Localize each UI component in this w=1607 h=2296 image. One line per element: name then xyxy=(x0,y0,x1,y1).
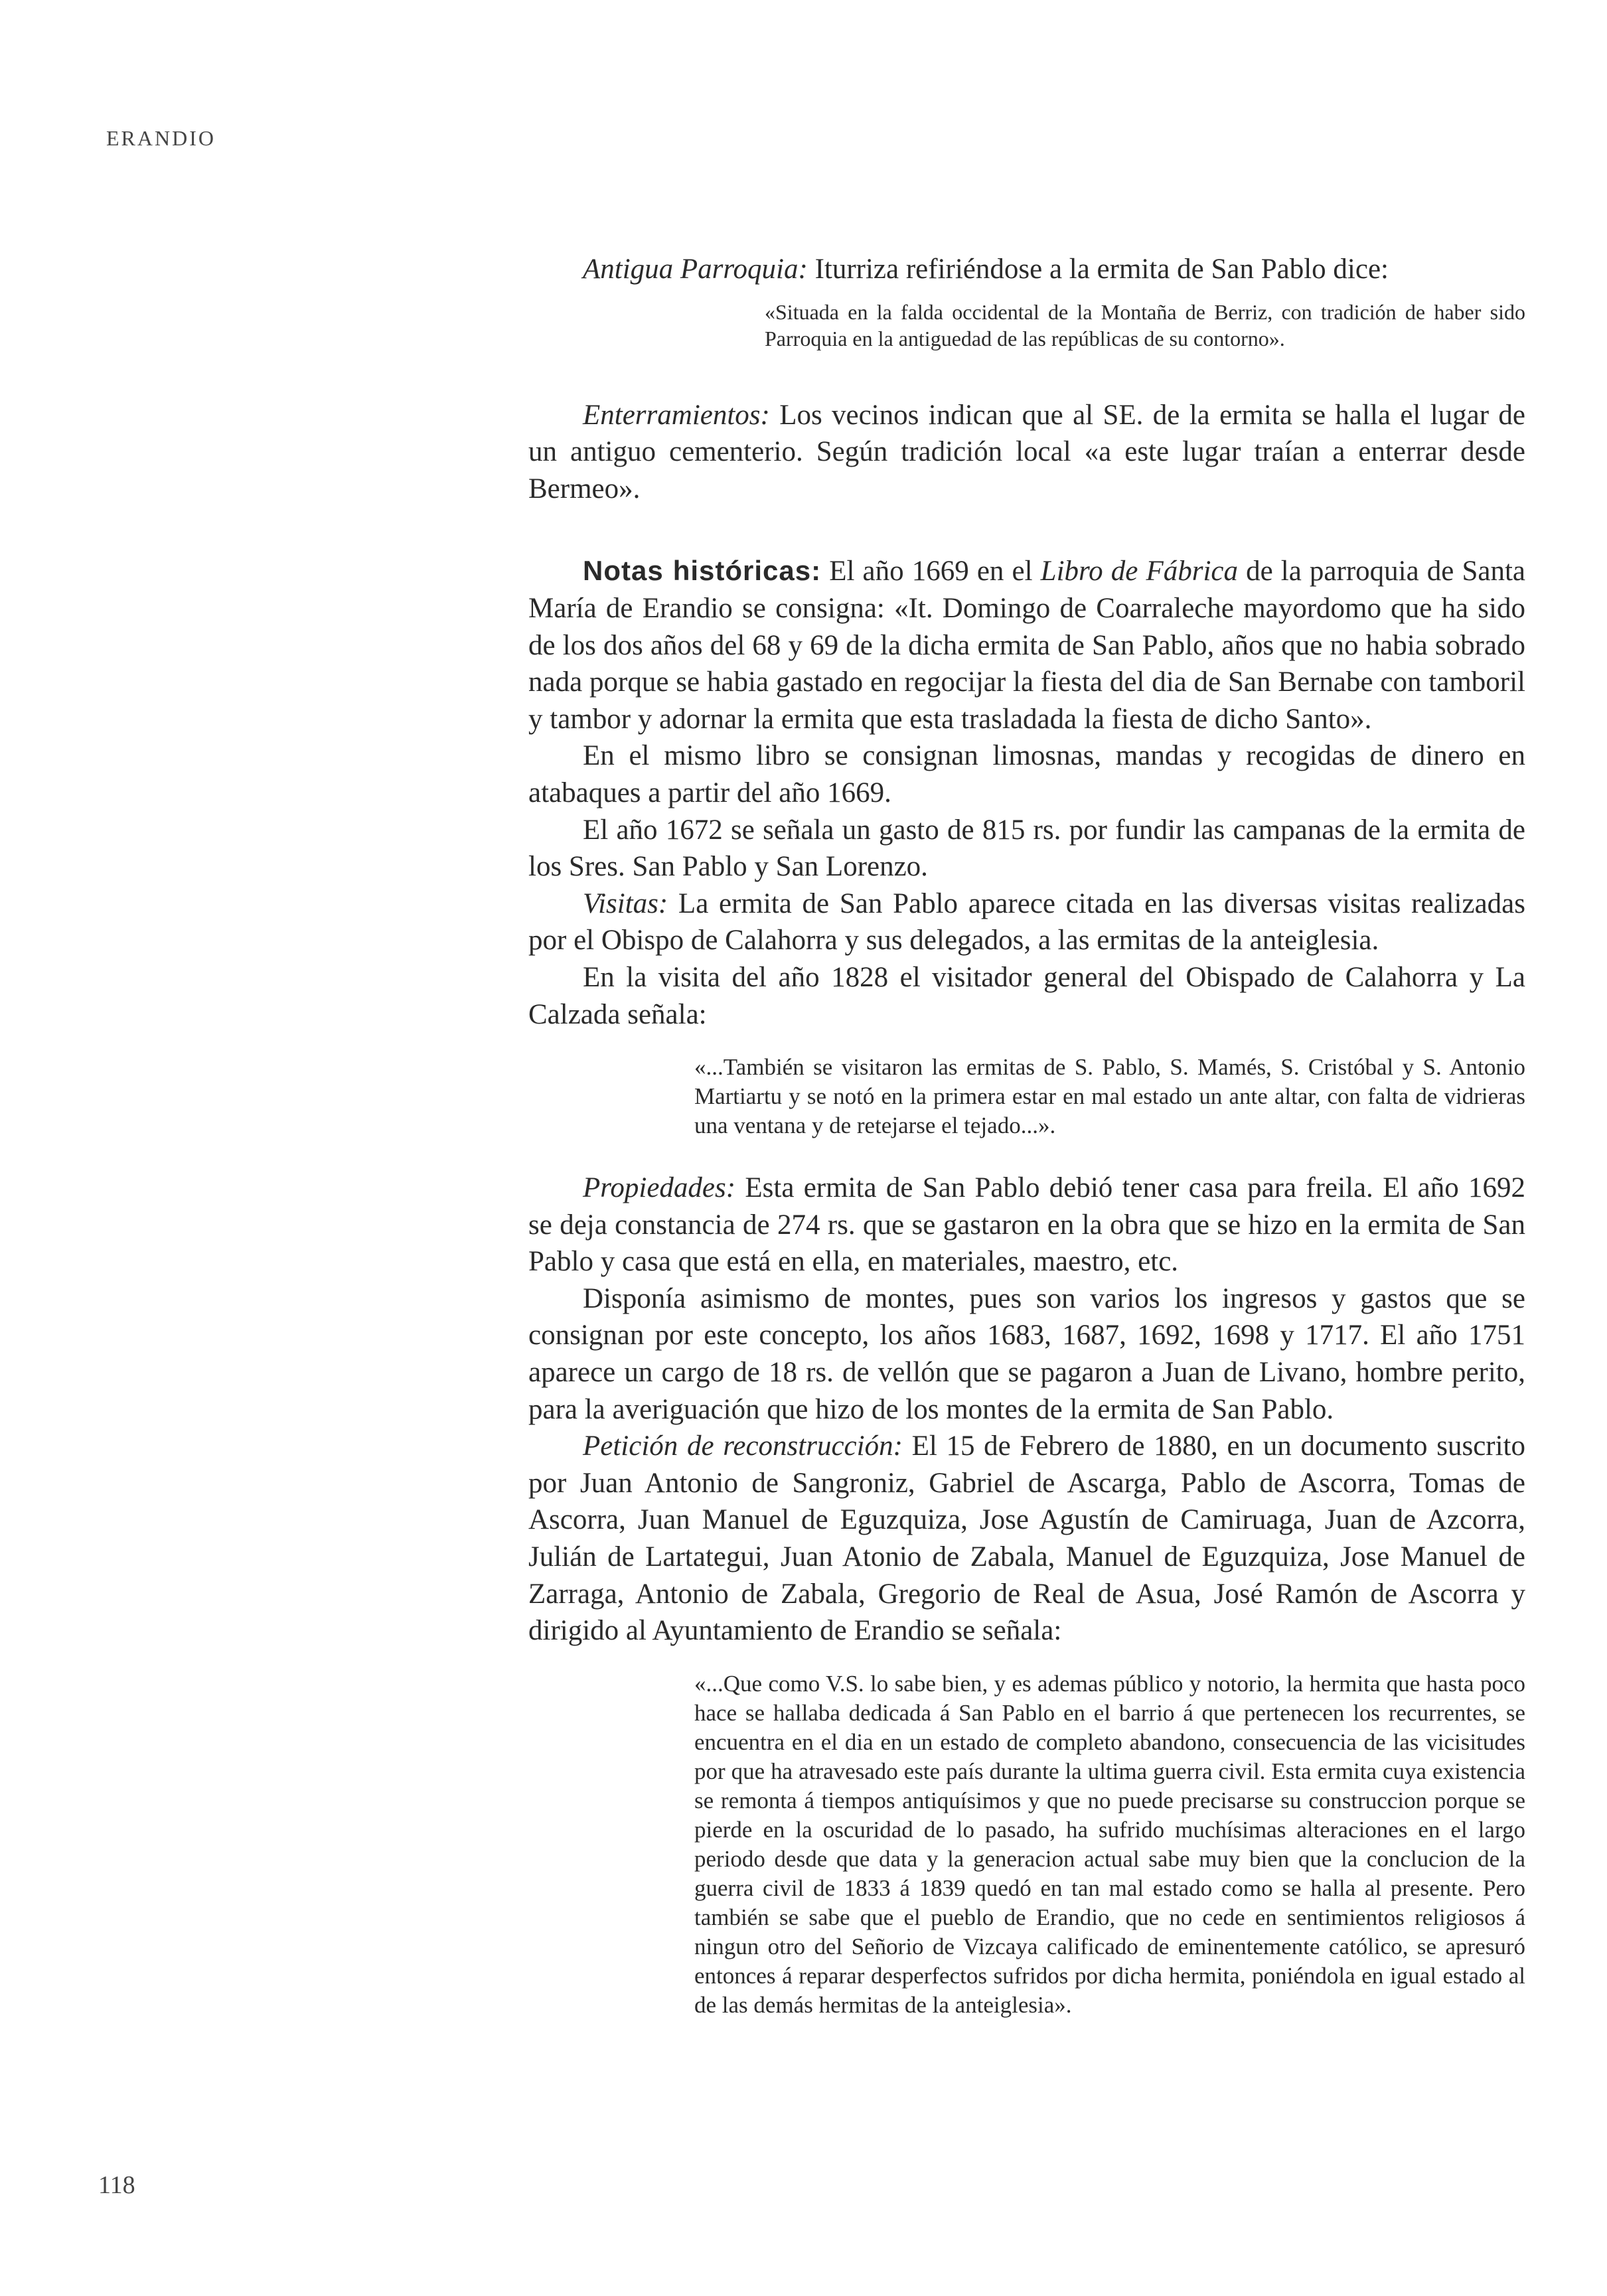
text-enterramientos: Los vecinos indican que al SE. de la ermita se halla el lugar de un antiguo cementerio. Según tradición local «a este lugar traían a enterrar desde Bermeo». xyxy=(528,399,1525,504)
paragraph-campanas: El año 1672 se señala un gasto de 815 rs. por fundir las campanas de la ermita de los Sres. San Pablo y San Lorenzo. xyxy=(528,814,1525,883)
page-number: 118 xyxy=(98,2171,135,2199)
paragraph-visita-1828: En la visita del año 1828 el visitador general del Obispado de Calahorra y La Calzada señala: xyxy=(528,961,1525,1030)
paragraph-antigua-parroquia xyxy=(528,251,1525,288)
text-notas-2: de la parroquia de Santa María de Erandio se consigna: «It. Domingo de Coarraleche mayordomo que ha sido de los dos años del 68 y 69 de la dicha ermita de San Pablo, años que no habia sobrado nada porque se habia gastado en regocijar la fiesta del dia de San Bernabe con tamboril y tambor y adornar la ermita que esta trasladada la fiesta de dicho Santo». xyxy=(528,556,1526,735)
quote-visita-1828: «...También se visitaron las ermitas de S. Pablo, S. Mamés, S. Cristóbal y S. Antonio Martiartu y se notó en la primera estar en mal estado un ante altar, con falta de vidrieras una ventana y de retejarse el tejado...». xyxy=(694,1054,1525,1139)
heading-visitas: Visitas: xyxy=(583,887,668,919)
heading-propiedades: Propiedades: xyxy=(583,1172,736,1204)
heading-notas-historicas: Notas históricas: xyxy=(583,555,822,587)
page-body xyxy=(528,251,1525,2020)
heading-enterramientos: Enterramientos: xyxy=(583,399,770,431)
text-propiedades: Esta ermita de San Pablo debió tener casa para freila. El año 1692 se deja constancia de 274 rs. que se gastaron en la obra que se hizo en la ermita de San Pablo y casa que está en ella, en materiales, maestro, etc. xyxy=(528,1172,1525,1278)
paragraph-notas-historicas xyxy=(528,552,1525,737)
paragraph-montes: Disponía asimismo de montes, pues son varios los ingresos y gastos que se consignan por este concepto, los años 1683, 1687, 1692, 1698 y 1717. El año 1751 aparece un cargo de 18 rs. de vellón que se pagaron a Juan de Livano, hombre perito, para la averiguación que hizo de los montes de la ermita de San Pablo. xyxy=(528,1282,1525,1425)
book-title: Libro de Fábrica xyxy=(1040,556,1238,587)
paragraph-limosnas: En el mismo libro se consignan limosnas, mandas y recogidas de dinero en atabaques a partir del año 1669. xyxy=(528,740,1525,808)
quote-iturriza: «Situada en la falda occidental de la Montaña de Berriz, con tradición de haber sido Parroquia en la antiguedad de las repúblicas de su contorno». xyxy=(765,299,1525,350)
text-visitas: La ermita de San Pablo aparece citada en las diversas visitas realizadas por el Obispo de Calahorra y sus delegados, a las ermitas de la anteiglesia. xyxy=(528,887,1525,957)
text-peticion: El 15 de Febrero de 1880, en un documento suscrito por Juan Antonio de Sangroniz, Gabriel de Ascarga, Pablo de Ascorra, Tomas de Ascorra, Juan Manuel de Eguzquiza, Jose Agustín de Camiruaga, Juan de Azcorra, Julián de Lartategui, Juan Atonio de Zabala, Manuel de Eguzquiza, Jose Manuel de Zarraga, Antonio de Zabala, Gregorio de Real de Asua, José Ramón de Ascorra y dirigido al Ayuntamiento de Erandio se señala: xyxy=(528,1430,1525,1647)
heading-peticion: Petición de reconstrucción: xyxy=(583,1430,903,1462)
heading-antigua-parroquia: Antigua Parroquia: xyxy=(583,254,808,285)
text-antigua-parroquia: Iturriza refiriéndose a la ermita de San Pablo dice: xyxy=(807,254,1389,285)
text-notas-1: El año 1669 en el xyxy=(821,556,1041,587)
quote-peticion-1880: «...Que como V.S. lo sabe bien, y es ademas público y notorio, la hermita que hasta poco hace se hallaba dedicada á San Pablo en el barrio á que pertenecen los recurrentes, se encuentra en el dia en un estado de completo abandono, consecuencia de las vicisitudes por que ha atravesado este país durante la ultima guerra civil. Esta ermita cuya existencia se remonta á tiempos antiquísimos y que no puede precisarse su construccion porque se pierde en la oscuridad de lo pasado, ha sufrido muchísimas alteraciones en el largo periodo desde que data y la generacion actual sabe muy bien que la conclucion de la guerra civil de 1833 á 1839 quedó en tan mal estado como se halla al presente. Pero también se sabe que el pueblo de Erandio, que no cede en sentimientos religiosos á ningun otro del Señorio de Vizcaya calificado de eminentemente católico, se apresuró entonces á reparar desperfectos sufridos por dicha hermita, poniéndola en igual estado al de las demás hermitas de la anteiglesia». xyxy=(694,1670,1525,2018)
paragraph-visitas xyxy=(528,885,1525,959)
paragraph-propiedades xyxy=(528,1170,1525,1280)
running-header: ERANDIO xyxy=(106,126,216,150)
paragraph-enterramientos xyxy=(528,397,1525,508)
paragraph-peticion xyxy=(528,1428,1525,1649)
